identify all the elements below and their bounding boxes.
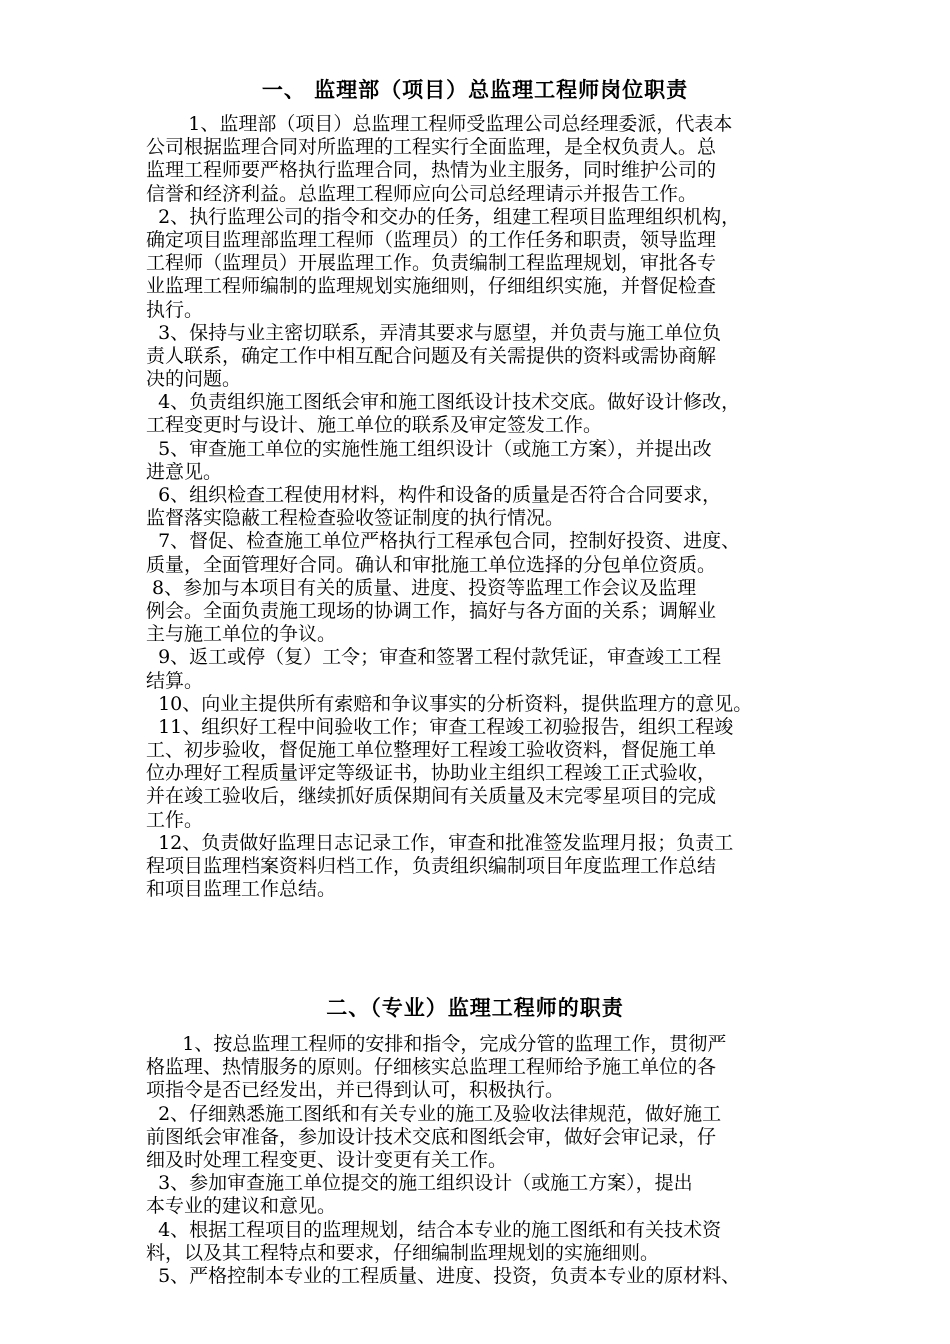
paragraph-line: 2、执行监理公司的指令和交办的任务，组建工程项目监理组织机构， xyxy=(146,205,741,228)
paragraph-line: 3、保持与业主密切联系，弄清其要求与愿望，并负责与施工单位负 xyxy=(146,321,722,344)
paragraph-line: 例会。全面负责施工现场的协调工作，搞好与各方面的关系；调解业 xyxy=(146,599,717,622)
paragraph-line: 主与施工单位的争议。 xyxy=(146,623,337,646)
paragraph-line: 4、根据工程项目的监理规划，结合本专业的施工图纸和有关技术资 xyxy=(146,1218,722,1241)
paragraph-line: 执行。 xyxy=(146,298,204,321)
paragraph-line: 质量，全面管理好合同。确认和审批施工单位选择的分包单位资质。 xyxy=(146,553,717,576)
paragraph-line: 监督落实隐蔽工程检查验收签证制度的执行情况。 xyxy=(146,507,565,530)
paragraph-line: 10、向业主提供所有索赔和争议事实的分析资料，提供监理方的意见。 xyxy=(146,692,753,715)
paragraph-line: 7、督促、检查施工单位严格执行工程承包合同，控制好投资、进度、 xyxy=(146,530,741,553)
paragraph-line: 并在竣工验收后，继续抓好质保期间有关质量及末完零星项目的完成 xyxy=(146,785,717,808)
paragraph-line: 前图纸会审准备，参加设计技术交底和图纸会审，做好会审记录，仔 xyxy=(146,1125,717,1148)
section-2-heading: 二、（专业）监理工程师的职责 xyxy=(326,996,624,1020)
paragraph-line: 12、负责做好监理日志记录工作，审查和批准签发监理月报；负责工 xyxy=(146,831,734,854)
paragraph-line: 细及时处理工程变更、设计变更有关工作。 xyxy=(146,1148,508,1171)
paragraph-line: 责人联系，确定工作中相互配合问题及有关需提供的资料或需协商解 xyxy=(146,344,717,367)
paragraph-line: 格监理、热情服务的原则。仔细核实总监理工程师给予施工单位的各 xyxy=(146,1056,717,1079)
paragraph-line: 公司根据监理合同对所监理的工程实行全面监理，是全权负责人。总 xyxy=(146,136,717,159)
paragraph-line: 业监理工程师编制的监理规划实施细则，仔细组织实施，并督促检查 xyxy=(146,275,717,298)
paragraph-line: 2、仔细熟悉施工图纸和有关专业的施工及验收法律规范，做好施工 xyxy=(146,1102,722,1125)
paragraph-line: 8、参加与本项目有关的质量、进度、投资等监理工作会议及监理 xyxy=(146,576,697,599)
paragraph-line: 程项目监理档案资料归档工作，负责组织编制项目年度监理工作总结 xyxy=(146,855,717,877)
paragraph-line: 工程师（监理员）开展监理工作。负责编制工程监理规划，审批各专 xyxy=(146,252,717,275)
paragraph-line: 决的问题。 xyxy=(146,368,242,391)
paragraph-line: 11、组织好工程中间验收工作；审查工程竣工初验报告，组织工程竣 xyxy=(146,715,734,738)
section-1-body xyxy=(146,113,846,901)
paragraph-line: 进意见。 xyxy=(146,460,223,483)
paragraph-line: 监理工程师要严格执行监理合同，热情为业主服务，同时维护公司的 xyxy=(146,159,717,182)
paragraph-line: 3、参加审查施工单位提交的施工组织设计（或施工方案），提出 xyxy=(146,1172,693,1195)
section-1-heading: 一、 监理部（项目）总监理工程师岗位职责 xyxy=(261,78,689,102)
section-2-body xyxy=(146,1033,846,1288)
paragraph-line: 工、初步验收，督促施工单位整理好工程竣工验收资料，督促施工单 xyxy=(146,739,717,762)
paragraph-line: 1、监理部（项目）总监理工程师受监理公司总经理委派，代表本 xyxy=(146,113,733,135)
paragraph-line: 和项目监理工作总结。 xyxy=(146,878,337,901)
paragraph-line: 位办理好工程质量评定等级证书，协助业主组织工程竣工正式验收， xyxy=(146,762,717,785)
paragraph-line: 本专业的建议和意见。 xyxy=(146,1195,337,1218)
paragraph-line: 4、负责组织施工图纸会审和施工图纸设计技术交底。做好设计修改， xyxy=(146,391,741,414)
paragraph-line: 5、审查施工单位的实施性施工组织设计（或施工方案），并提出改 xyxy=(146,437,712,460)
paragraph-line: 料，以及其工程特点和要求，仔细编制监理规划的实施细则。 xyxy=(146,1241,660,1264)
paragraph-line: 结算。 xyxy=(146,669,204,692)
paragraph-line: 工程变更时与设计、施工单位的联系及审定签发工作。 xyxy=(146,414,603,437)
paragraph-line: 工作。 xyxy=(146,808,204,831)
paragraph-line: 5、严格控制本专业的工程质量、进度、投资，负责本专业的原材料、 xyxy=(146,1264,741,1287)
paragraph-line: 1、按总监理工程师的安排和指令，完成分管的监理工作，贯彻严 xyxy=(146,1033,727,1055)
paragraph-line: 信誉和经济利益。总监理工程师应向公司总经理请示并报告工作。 xyxy=(146,182,698,205)
paragraph-line: 9、返工或停（复）工令；审查和签署工程付款凭证，审查竣工工程 xyxy=(146,646,722,669)
paragraph-line: 6、组织检查工程使用材料，构件和设备的质量是否符合合同要求， xyxy=(146,484,722,506)
paragraph-line: 项指令是否已经发出，并已得到认可，积极执行。 xyxy=(146,1079,565,1102)
paragraph-line: 确定项目监理部监理工程师（监理员）的工作任务和职责，领导监理 xyxy=(146,228,717,251)
